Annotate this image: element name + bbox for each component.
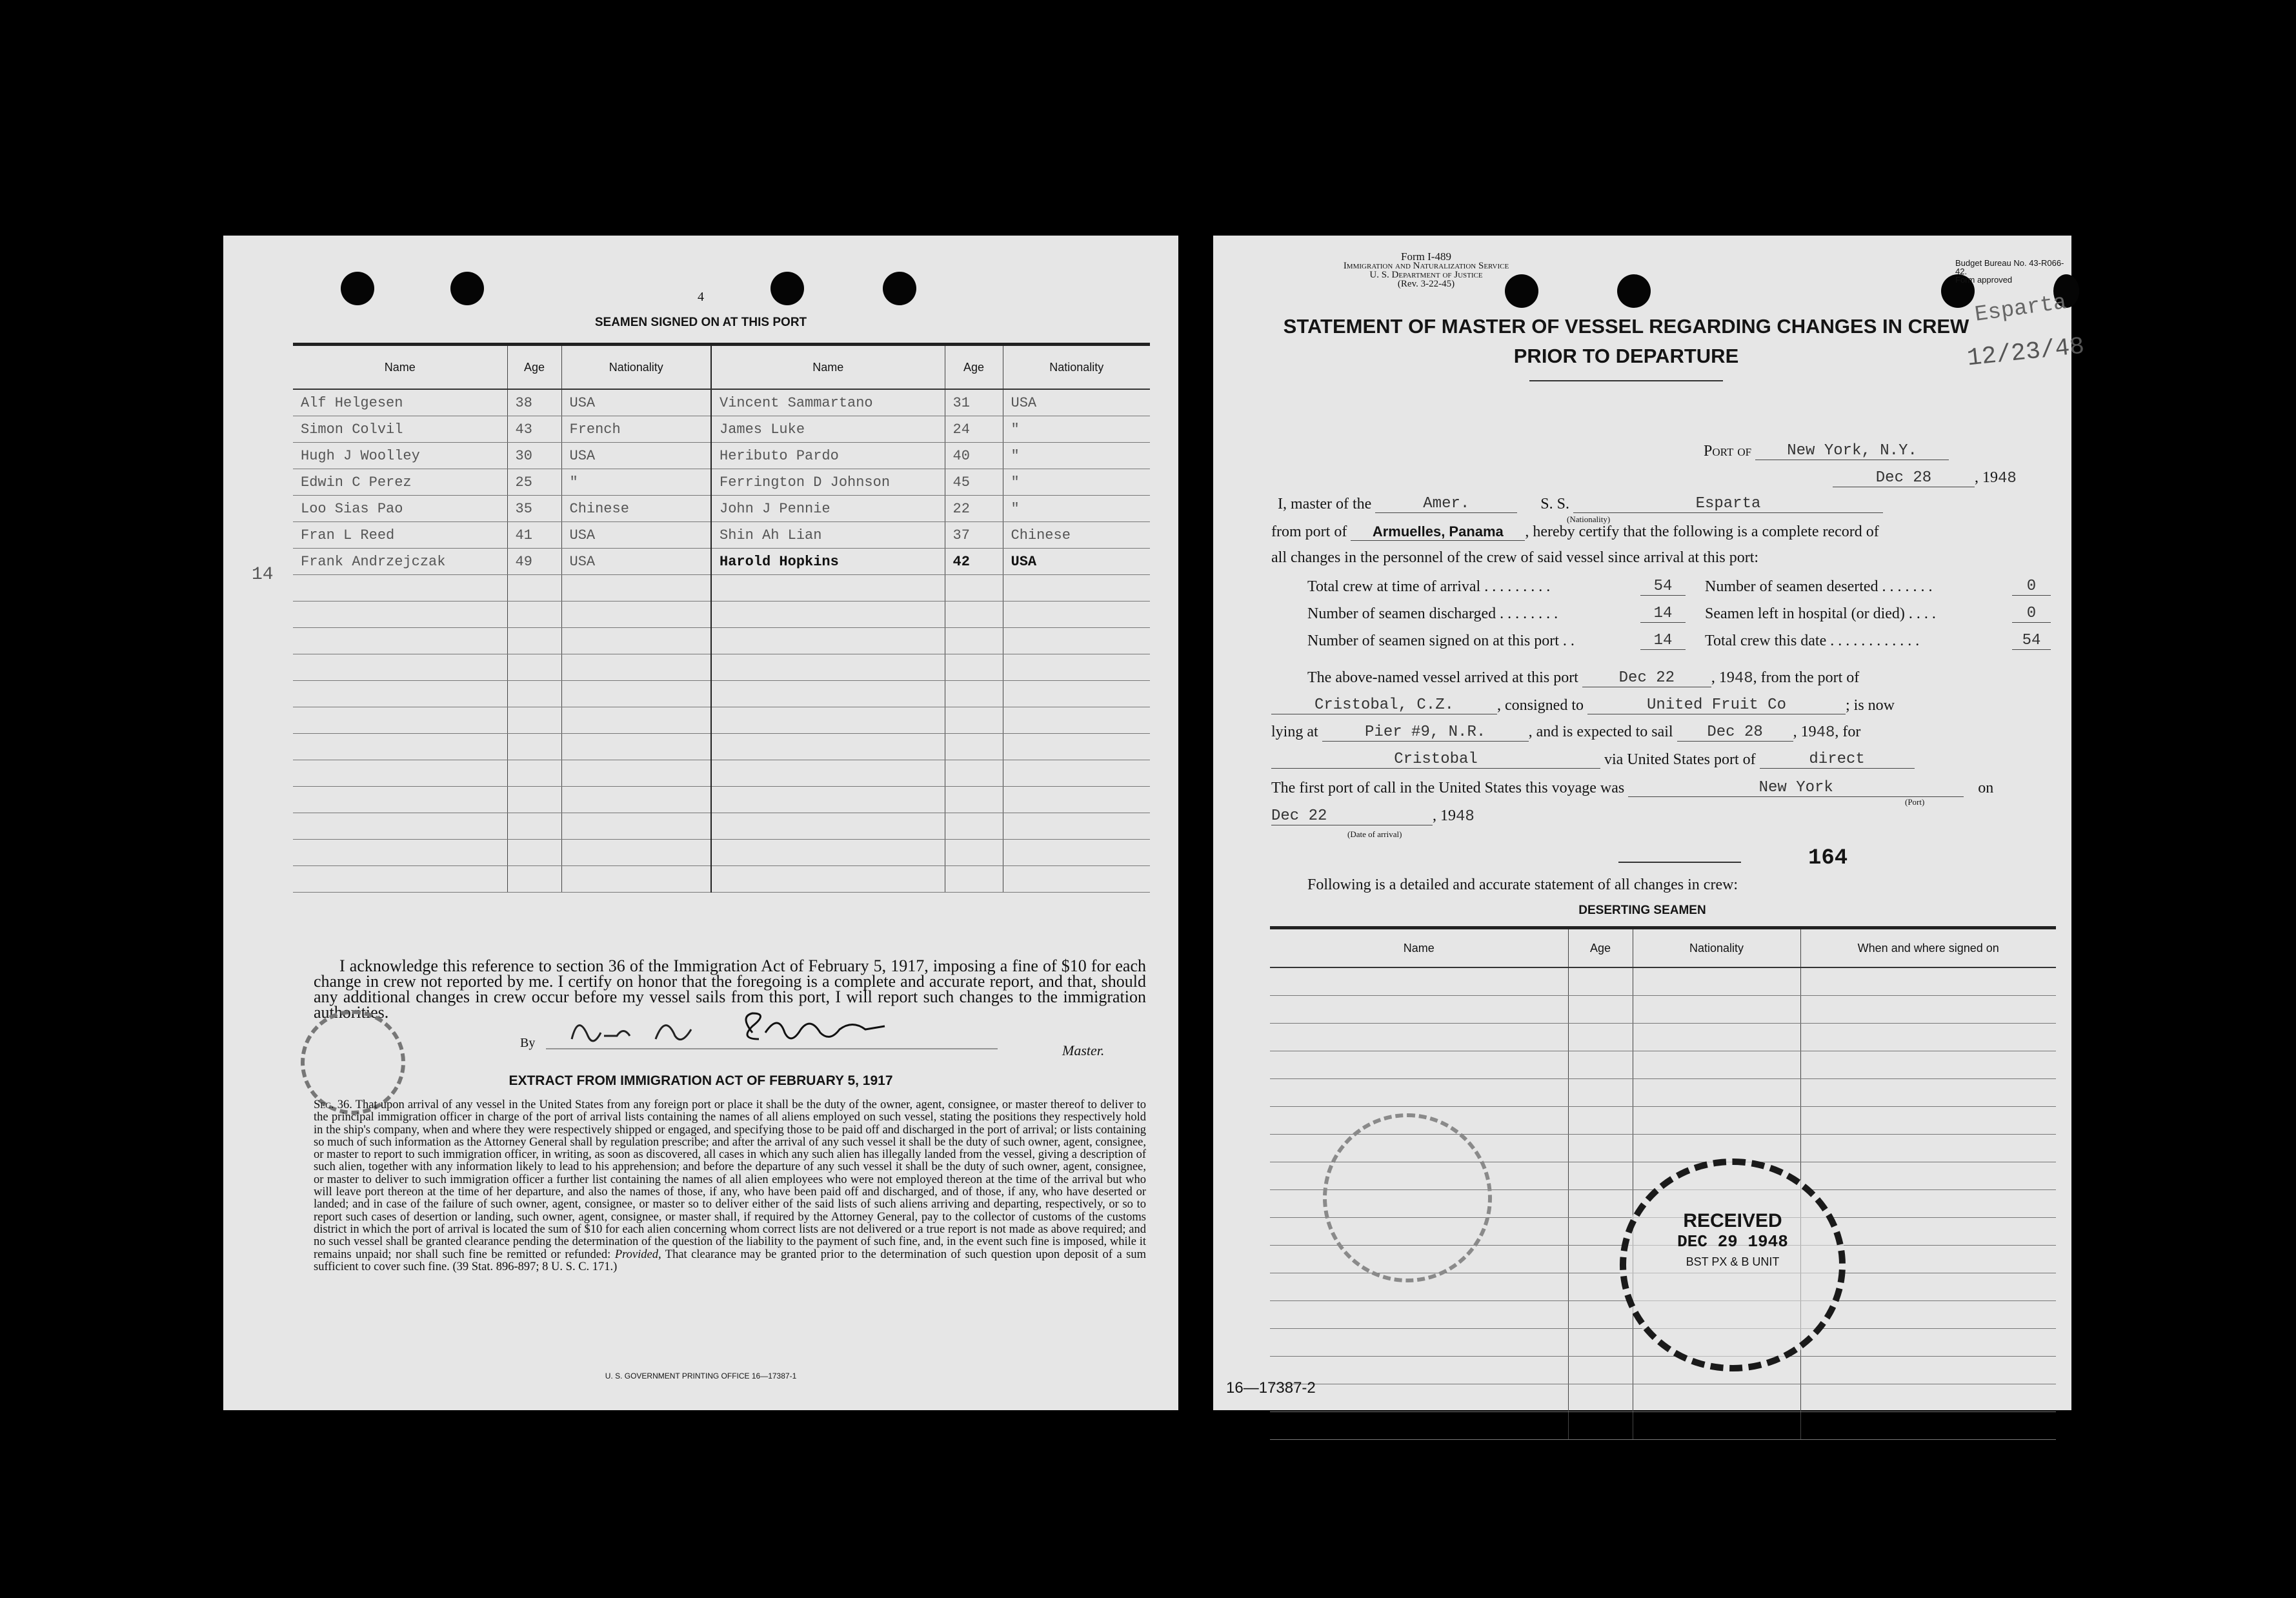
cell: 45 <box>945 469 1003 496</box>
first-year: 48 <box>1456 808 1475 825</box>
empty-row <box>293 575 1150 602</box>
cell: Edwin C Perez <box>293 469 507 496</box>
lying-line <box>1271 723 1860 742</box>
cell: 35 <box>507 496 561 522</box>
column-header: When and where signed on <box>1800 928 2056 968</box>
empty-row <box>1270 1051 2056 1079</box>
table-header-row <box>1270 928 2056 968</box>
origin-port: Cristobal, C.Z. <box>1271 696 1497 714</box>
arrived-year: 48 <box>1734 670 1753 687</box>
stamp-sub: BST PX & B UNIT <box>1686 1255 1780 1268</box>
empty-row <box>293 654 1150 681</box>
agency-line2: U. S. Department of Justice <box>1369 270 1483 280</box>
master-label: Master. <box>1062 1042 1105 1058</box>
nationality-value: Amer. <box>1375 495 1517 513</box>
certify-text2: all changes in the personnel of the crew of said vessel since arrival at this port: <box>1271 549 1759 566</box>
cell: James Luke <box>711 416 945 443</box>
stat-row <box>1307 632 2051 650</box>
total-date-label: Total crew this date . . . . . . . . . . . . <box>1705 632 1920 649</box>
section-title: SEAMEN SIGNED ON AT THIS PORT <box>594 316 807 329</box>
sail-year: 48 <box>1816 724 1835 742</box>
title-rule <box>1529 380 1723 381</box>
cell: USA <box>561 443 711 469</box>
cell: USA <box>561 522 711 549</box>
empty-row <box>1270 1357 2056 1384</box>
consignee: United Fruit Co <box>1587 696 1846 714</box>
total-arrival: 54 <box>1640 578 1686 596</box>
empty-row <box>293 628 1150 654</box>
cell: 40 <box>945 443 1003 469</box>
cell: Alf Helgesen <box>293 389 507 416</box>
discharged-label: Number of seamen discharged . . . . . . . . <box>1307 605 1558 622</box>
cell: Chinese <box>561 496 711 522</box>
acknowledgment-text: I acknowledge this reference to section 36 of the Immigration Act of February 5, 1917, imposing a fine of $10 for each change in crew not reported by me. I certify on honor that the foregoing is a complete and accurate report, and that, should any additional changes in crew occur before my vessel sails from this port, I will report such changes to the immigration authorities. <box>314 956 1146 1022</box>
table-row <box>293 496 1150 522</box>
cell: Frank Andrzejczak <box>293 549 507 575</box>
arrived-date: Dec 22 <box>1582 669 1711 687</box>
cell: Simon Colvil <box>293 416 507 443</box>
column-header: Name <box>1270 928 1568 968</box>
stamp-date: DEC 29 1948 <box>1677 1232 1788 1251</box>
lying-label: lying at <box>1271 723 1318 740</box>
budget-info <box>1955 259 2071 284</box>
annotation-name: Esparta <box>1973 290 2068 328</box>
cell: 31 <box>945 389 1003 416</box>
column-header: Age <box>945 345 1003 390</box>
following-text: Following is a detailed and accurate statement of all changes in crew: <box>1307 876 1738 893</box>
form-title <box>1239 312 2013 371</box>
cell: Hugh J Woolley <box>293 443 507 469</box>
cell: 30 <box>507 443 561 469</box>
cell: Loo Sias Pao <box>293 496 507 522</box>
is-now-label: ; is now <box>1845 697 1895 714</box>
from-port-value: Armuelles, Panama <box>1351 523 1525 541</box>
first-year-prefix: , 19 <box>1433 807 1456 824</box>
empty-row <box>293 866 1150 893</box>
empty-row <box>1270 1079 2056 1107</box>
extract-text <box>314 1099 1146 1273</box>
port-caption: (Port) <box>1905 797 1925 807</box>
destination: Cristobal <box>1271 751 1600 769</box>
empty-row <box>293 734 1150 760</box>
date-line <box>1833 469 2017 487</box>
sail-date: Dec 28 <box>1677 723 1793 742</box>
empty-row <box>293 760 1150 787</box>
extract-body: That upon arrival of any vessel in the United States from any foreign port or place it shall be the duty of the owner, agent, consignee, or master thereof to deliver to the principal immigration officer in charge of the port of arrival lists containing the names of all aliens employed on such vessel, stating the positions they respectively hold in the ship's company, when and where they were respectively shipped or engaged, and specifying those to be paid off and discharged in the port of arrival; or lists containing so much of such information as the Attorney General shall by regulation prescribe; and after the arrival of any such vessel it shall be the duty of such owner, agent, consignee, or master to report to such immigration officer, in writing, as soon as discovered, all cases in which any such alien has illegally landed from the vessel, giving a description of such alien, together with any information likely to lead to his apprehension; and before the departure of any such vessel it shall be the duty of such owner, agent, consignee, or master to deliver to such immigration officer a further list containing the names of all alien employees who were not employed thereon at the time of the arrival but who will leave port thereon at the time of her departure, and also the names of those, if any, who have been paid off and discharged, and of those, if any, who have deserted or landed; and in case of the failure of such owner, agent, consignee, or master so to deliver either of the said lists of such aliens arriving and departing, respectively, or so to report such cases of desertion or landing, such owner, agent, consignee, or master shall, if required by the Attorney General, pay to the collector of customs of the customs district in which the port of arrival is located the sum of $10 for each alien concerning whom correct lists are not delivered or a true report is not made as above required; and no such vessel shall be granted clearance pending the determination of the question of the liability to the payment of such fine, and, in the event such fine is imposed, while it remains unpaid; nor shall such fine be remitted or refunded: <box>314 1098 1146 1261</box>
port-value: New York, N.Y. <box>1755 442 1949 460</box>
annotation-date: 12/23/48 <box>1966 332 2086 373</box>
table-row <box>293 549 1150 575</box>
budget-number: Budget Bureau No. 43-R066-42. <box>1955 258 2064 276</box>
date-caption: (Date of arrival) <box>1347 829 1402 839</box>
by-label: By <box>520 1036 536 1050</box>
printer-line: U. S. GOVERNMENT PRINTING OFFICE 16—17387-1 <box>605 1371 797 1381</box>
date-year-prefix: , 19 <box>1975 469 1998 486</box>
form-approved: Form approved <box>1955 275 2013 285</box>
signed-on-label: Number of seamen signed on at this port . . <box>1307 632 1575 649</box>
consigned-label: , consigned to <box>1497 697 1584 714</box>
empty-row <box>293 813 1150 840</box>
cell: 37 <box>945 522 1003 549</box>
cell: USA <box>1003 549 1150 575</box>
empty-row <box>1270 996 2056 1024</box>
column-header: Age <box>507 345 561 390</box>
cell: Fran L Reed <box>293 522 507 549</box>
right-page <box>1213 236 2086 1410</box>
form-number: Form I-489 <box>1401 250 1451 263</box>
consigned-line <box>1271 696 1895 714</box>
signed-on: 14 <box>1640 632 1686 650</box>
column-header: Name <box>293 345 507 390</box>
sail-year-prefix: , 19 <box>1793 723 1817 740</box>
cell: USA <box>1003 389 1150 416</box>
hospital-label: Seamen left in hospital (or died) . . . . <box>1705 605 1936 622</box>
ss-label: S. S. <box>1540 496 1569 512</box>
cell: " <box>1003 416 1150 443</box>
deserted-label: Number of seamen deserted . . . . . . . <box>1705 578 1933 595</box>
extract-title: EXTRACT FROM IMMIGRATION ACT OF FEBRUARY 5, 1917 <box>509 1073 893 1088</box>
empty-row <box>1270 1412 2056 1440</box>
from-port-of-label: , from the port of <box>1753 669 1860 686</box>
table-row <box>293 389 1150 416</box>
cell: French <box>561 416 711 443</box>
citation: (39 Stat. 896-897; 8 U. S. C. 171.) <box>452 1260 618 1273</box>
master-of-line <box>1278 495 1883 513</box>
agency-line1: Immigration and Naturalization Service <box>1343 261 1509 271</box>
cell: USA <box>561 389 711 416</box>
empty-row <box>293 840 1150 866</box>
received-stamp <box>1620 1158 1846 1371</box>
certify-text: , hereby certify that the following is a complete record of <box>1525 523 1879 540</box>
record-number: 164 <box>1808 846 1848 871</box>
cell: 25 <box>507 469 561 496</box>
column-header: Nationality <box>1003 345 1150 390</box>
on-label: on <box>1978 780 1994 796</box>
revision: (Rev. 3-22-45) <box>1397 279 1455 289</box>
title-line2: PRIOR TO DEPARTURE <box>1513 345 1739 367</box>
faded-stamp <box>1323 1113 1492 1282</box>
cell: Shin Ah Lian <box>711 522 945 549</box>
empty-row <box>1270 1384 2056 1412</box>
arrived-year-prefix: , 19 <box>1711 669 1735 686</box>
empty-row <box>1270 1024 2056 1051</box>
total-date: 54 <box>2012 632 2051 650</box>
empty-row <box>293 602 1150 628</box>
empty-row <box>293 787 1150 813</box>
deserting-title: DESERTING SEAMEN <box>1578 904 1706 917</box>
printer-line: 16—17387-2 <box>1226 1379 1316 1397</box>
port-label: Port of <box>1704 443 1752 460</box>
destination-line <box>1271 751 1915 769</box>
page-number: 4 <box>698 290 704 304</box>
table-row <box>293 522 1150 549</box>
cell: Harold Hopkins <box>711 549 945 575</box>
master-signature <box>546 1004 1011 1055</box>
column-header: Nationality <box>561 345 711 390</box>
first-port-label: The first port of call in the United States this voyage was <box>1271 780 1625 796</box>
margin-count: 14 <box>252 565 274 585</box>
sail-label: , and is expected to sail <box>1528 723 1673 740</box>
via-label: via United States port of <box>1604 751 1756 768</box>
cell: Chinese <box>1003 522 1150 549</box>
cell: Heributo Pardo <box>711 443 945 469</box>
nationality-caption: (Nationality) <box>1567 514 1611 524</box>
from-port-label: from port of <box>1271 523 1347 540</box>
sec-label: Sec. 36. <box>314 1098 352 1111</box>
vessel-name: Esparta <box>1573 495 1883 513</box>
port-line <box>1704 442 1949 460</box>
seamen-signed-on-table <box>293 343 1150 893</box>
hospital: 0 <box>2012 605 2051 623</box>
cell: 43 <box>507 416 561 443</box>
column-header: Age <box>1568 928 1633 968</box>
cell: Vincent Sammartano <box>711 389 945 416</box>
form-header <box>1213 252 1639 288</box>
first-port-line <box>1271 779 1993 797</box>
cell: 38 <box>507 389 561 416</box>
cell: 41 <box>507 522 561 549</box>
cell: USA <box>561 549 711 575</box>
arrived-line <box>1307 669 1859 687</box>
cell: " <box>1003 469 1150 496</box>
stamp-received: RECEIVED <box>1683 1210 1782 1231</box>
deserted: 0 <box>2012 578 2051 596</box>
table-header-row <box>293 345 1150 390</box>
cell: John J Pennie <box>711 496 945 522</box>
cell: 24 <box>945 416 1003 443</box>
discharged: 14 <box>1640 605 1686 623</box>
cell: " <box>561 469 711 496</box>
left-page <box>223 236 1178 1410</box>
stat-row <box>1307 578 2051 596</box>
empty-row <box>1270 967 2056 996</box>
empty-row <box>293 681 1150 707</box>
via-port: direct <box>1760 751 1915 769</box>
cell: " <box>1003 443 1150 469</box>
provided-label: Provided, <box>614 1248 661 1261</box>
empty-row <box>293 707 1150 734</box>
from-port-line <box>1271 523 1879 541</box>
divider <box>1618 862 1741 863</box>
for-label: , for <box>1835 723 1861 740</box>
table-row <box>293 416 1150 443</box>
cell: 49 <box>507 549 561 575</box>
column-header: Nationality <box>1633 928 1800 968</box>
table-row <box>293 469 1150 496</box>
arrived-label: The above-named vessel arrived at this port <box>1307 669 1578 686</box>
column-header: Name <box>711 345 945 390</box>
master-of-label: I, master of the <box>1278 496 1372 512</box>
cell: 22 <box>945 496 1003 522</box>
first-date: Dec 22 <box>1271 807 1433 825</box>
title-line1: STATEMENT OF MASTER OF VESSEL REGARDING CHANGES IN CREW <box>1283 315 1969 338</box>
cell: 42 <box>945 549 1003 575</box>
table-row <box>293 443 1150 469</box>
total-arrival-label: Total crew at time of arrival . . . . . . . . . <box>1307 578 1551 595</box>
cell: " <box>1003 496 1150 522</box>
extract-end: That clearance may be granted prior to the determination of such question upon deposit of a sum sufficient to cover such fine. <box>314 1248 1146 1273</box>
first-port: New York <box>1628 779 1964 797</box>
pier: Pier #9, N.R. <box>1322 723 1529 742</box>
date-month: Dec 28 <box>1833 469 1975 487</box>
stat-row <box>1307 605 2051 623</box>
cell: Ferrington D Johnson <box>711 469 945 496</box>
date-year: 48 <box>1998 470 2017 487</box>
first-date-line <box>1271 807 1475 825</box>
